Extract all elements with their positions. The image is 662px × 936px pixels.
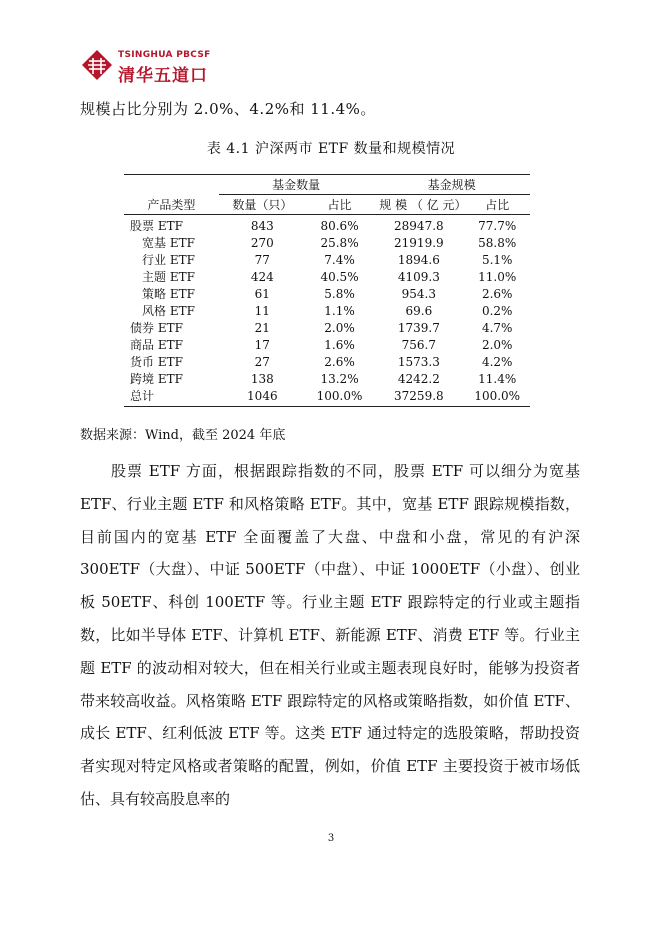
table-row	[124, 286, 530, 303]
table-row	[124, 320, 530, 337]
row-size: 1894.6	[397, 253, 440, 267]
row-size: 4242.2	[397, 372, 440, 386]
row-size-pct: 77.7%	[478, 219, 517, 233]
table-group-header-row	[124, 175, 530, 195]
table-group-header-size: 基金规模	[373, 175, 530, 195]
table-row	[124, 252, 530, 269]
row-name: 风格 ETF	[142, 304, 195, 318]
row-count: 21	[254, 321, 270, 335]
row-size-pct: 2.6%	[481, 287, 513, 301]
row-name: 宽基 ETF	[142, 236, 195, 250]
table-row	[124, 215, 530, 236]
row-size-pct: 0.2%	[481, 304, 513, 318]
row-count: 17	[254, 338, 270, 352]
row-count-pct: 25.8%	[320, 236, 359, 250]
logo-chinese-text: 清华五道口	[118, 66, 208, 86]
row-size: 37259.8	[373, 388, 464, 407]
row-count-pct: 1.6%	[324, 338, 355, 352]
row-count: 138	[250, 372, 274, 386]
row-name: 商品 ETF	[130, 338, 183, 352]
row-count-pct: 80.6%	[320, 219, 359, 233]
etf-table	[124, 174, 530, 407]
header-logo	[80, 44, 260, 84]
row-count: 27	[254, 355, 270, 369]
row-name: 行业 ETF	[142, 253, 195, 267]
tsinghua-logo-icon	[80, 48, 114, 82]
row-size: 756.7	[401, 338, 437, 352]
table-caption: 表 4.1 沪深两市 ETF 数量和规模情况	[206, 141, 456, 157]
row-size: 1573.3	[397, 355, 440, 369]
row-count-pct: 2.0%	[324, 321, 355, 335]
row-count-pct: 1.1%	[324, 304, 355, 318]
table-row	[124, 303, 530, 320]
row-count-pct: 13.2%	[320, 372, 359, 386]
row-name: 主题 ETF	[142, 270, 195, 284]
table-row-total	[124, 388, 530, 407]
logo-english-text: TSINGHUA PBCSF	[118, 50, 211, 60]
body-paragraph: 股票 ETF 方面，根据跟踪指数的不同，股票 ETF 可以细分为宽基 ETF、行业主题 ETF 和风格策略 ETF。其中，宽基 ETF 跟踪规模指数，目前国内的宽基 ETF 全面覆盖了大盘、中盘和小盘，常见的有沪深 300ETF（大盘）、中证 500ETF（中盘）、中证 1000ETF（小盘）、创业板 50ETF、科创 100ETF 等。行业主题 ETF 跟踪特定的行业或主题指数，比如半导体 ETF、计算机 ETF、新能源 ETF、消费 ETF 等。行业主题 ETF 的波动相对较大，但在相关行业或主题表现良好时，能够为投资者带来较高收益。风格策略 ETF 跟踪特定的风格或策略指数，如价值 ETF、成长 ETF、红利低波 ETF 等。这类 ETF 通过特定的选股策略，帮助投资者实现对特定风格或者策略的配置，例如，价值 ETF 主要投资于被市场低估、具有较高股息率的	[80, 462, 580, 808]
source-note: 数据来源：Wind，截至 2024 年底	[80, 428, 286, 443]
column-header-type: 产品类型	[147, 197, 196, 212]
row-count: 61	[254, 287, 270, 301]
intro-line: 规模占比分别为 2.0%、4.2%和 11.4%。	[80, 100, 376, 118]
column-header-size: 规 模 （ 亿 元）	[379, 198, 467, 212]
row-size-pct: 11.0%	[478, 270, 517, 284]
row-size-pct: 4.7%	[481, 321, 513, 335]
page-number: 3	[327, 833, 335, 844]
column-header-count: 数量（只）	[232, 198, 293, 212]
row-size-pct: 58.8%	[478, 236, 517, 250]
row-count-pct: 7.4%	[324, 253, 355, 267]
row-name: 跨境 ETF	[130, 372, 183, 386]
row-count-pct: 2.6%	[324, 355, 355, 369]
row-size-pct: 11.4%	[478, 372, 517, 386]
row-size: 4109.3	[397, 270, 440, 284]
row-size: 954.3	[401, 287, 437, 301]
row-count-pct: 100.0%	[306, 388, 374, 407]
table-row	[124, 337, 530, 354]
table-group-header-count: 基金数量	[219, 175, 373, 195]
row-size-pct: 100.0%	[464, 388, 530, 407]
row-size: 69.6	[405, 304, 433, 318]
row-count: 424	[250, 270, 274, 284]
table-row	[124, 354, 530, 371]
row-size-pct: 4.2%	[481, 355, 513, 369]
row-size-pct: 5.1%	[481, 253, 513, 267]
table-header-blank	[124, 175, 219, 195]
row-count: 843	[250, 219, 274, 233]
row-size: 1739.7	[397, 321, 440, 335]
row-count: 270	[250, 236, 274, 250]
row-name: 股票 ETF	[130, 219, 183, 233]
row-count: 11	[254, 304, 270, 318]
column-header-count-pct: 占比	[327, 198, 352, 212]
row-size: 28947.8	[394, 219, 444, 233]
table-column-header-row	[124, 195, 530, 215]
row-name: 策略 ETF	[142, 287, 195, 301]
row-name: 总计	[124, 388, 219, 407]
row-count-pct: 5.8%	[324, 287, 355, 301]
row-count: 77	[254, 253, 270, 267]
row-count-pct: 40.5%	[320, 270, 359, 284]
table-row	[124, 371, 530, 388]
table-row	[124, 235, 530, 252]
row-name: 债券 ETF	[130, 321, 183, 335]
row-size: 21919.9	[394, 236, 444, 250]
row-name: 货币 ETF	[130, 355, 183, 369]
row-size-pct: 2.0%	[481, 338, 513, 352]
row-count: 1046	[219, 388, 306, 407]
column-header-size-pct: 占比	[485, 198, 510, 212]
table-row	[124, 269, 530, 286]
